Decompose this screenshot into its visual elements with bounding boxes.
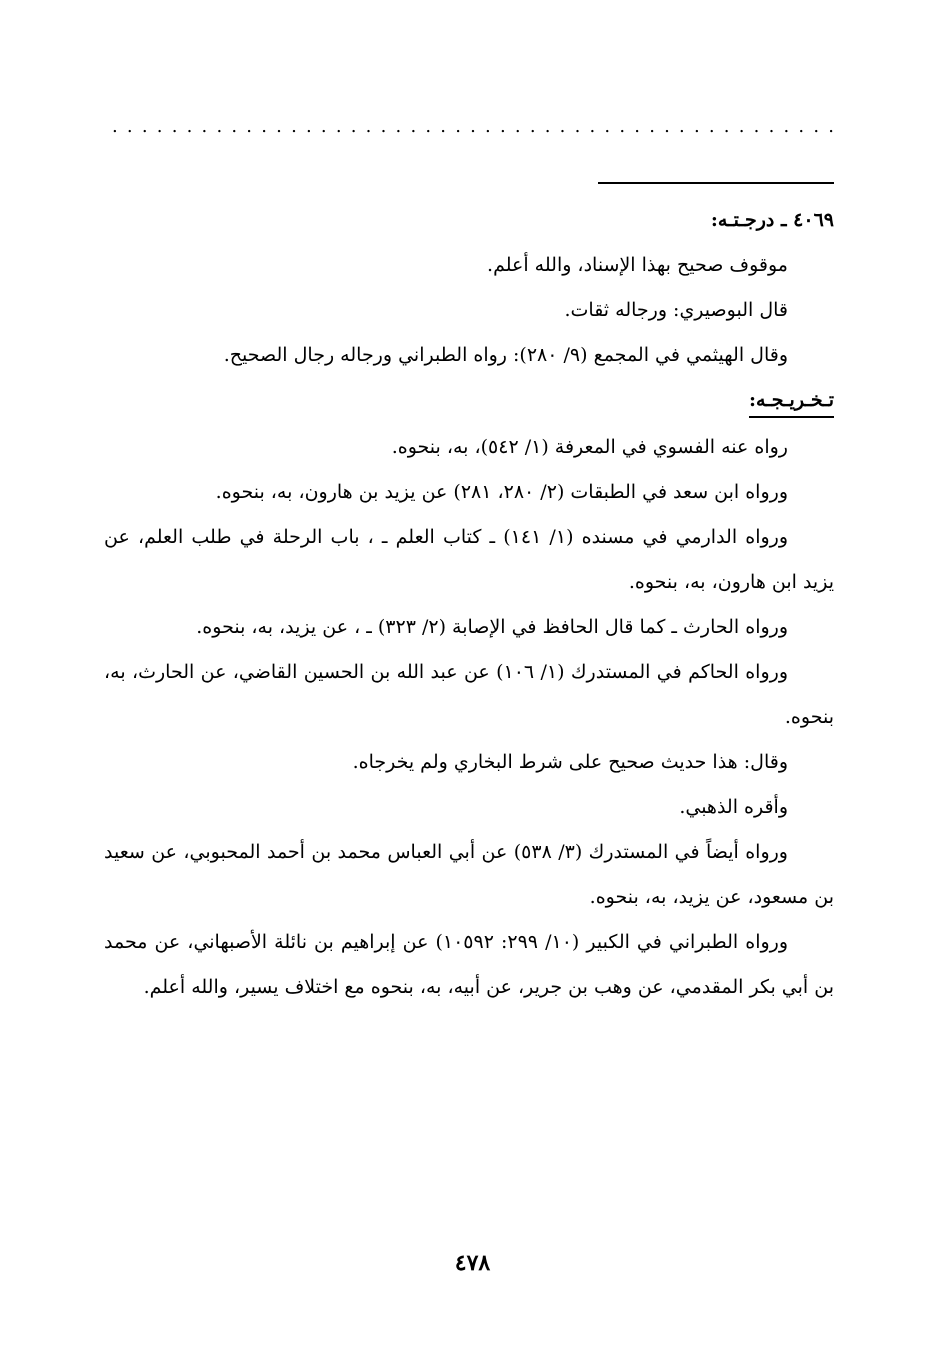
page-number: ٤٧٨ <box>454 1250 491 1276</box>
takhrij-paragraph: ورواه الحاكم في المستدرك (١/ ١٠٦) عن عبد الله بن الحسين القاضي، عن الحارث، به، بنحوه. <box>104 661 834 728</box>
footnote-rule <box>598 182 834 184</box>
entry-number: ٤٠٦٩ <box>793 209 834 231</box>
takhrij-paragraph: ورواه الحارث ـ كما قال الحافظ في الإصابة (٢/ ٣٢٣) ـ ، عن يزيد، به، بنحوه. <box>196 616 788 638</box>
takhrij-heading: تـخـريـجـه: <box>749 384 834 418</box>
page-content <box>104 198 834 1010</box>
grade-heading: درجـتـه: <box>710 209 775 231</box>
takhrij-paragraph: رواه عنه الفسوي في المعرفة (١/ ٥٤٢)، به، بنحوه. <box>391 436 788 458</box>
takhrij-paragraph: وأقره الذهبي. <box>679 796 788 818</box>
heading-dash: ـ <box>780 209 787 231</box>
separator-dots: . . . . . . . . . . . . . . . . . . . . . . . . . . . . . . . . . . . . . . . . . . . . . . . . . <box>112 116 834 137</box>
entry-heading <box>104 198 834 243</box>
grade-line: موقوف صحيح بهذا الإسناد، والله أعلم. <box>487 254 788 276</box>
takhrij-paragraph: ورواه أيضاً في المستدرك (٣/ ٥٣٨) عن أبي العباس محمد بن أحمد المحبوبي، عن سعيد بن مسعود، عن يزيد، به، بنحوه. <box>104 841 834 908</box>
takhrij-paragraph: ورواه الدارمي في مسنده (١/ ١٤١) ـ كتاب العلم ـ ، باب الرحلة في طلب العلم، عن يزيد ابن هارون، به، بنحوه. <box>104 526 834 593</box>
grade-line: قال البوصيري: ورجاله ثقات. <box>564 299 788 321</box>
takhrij-paragraph: ورواه الطبراني في الكبير (١٠/ ٢٩٩: ١٠٥٩٢) عن إبراهيم بن نائلة الأصبهاني، عن محمد بن أبي بكر المقدمي، عن وهب بن جرير، عن أبيه، به، بنحوه مع اختلاف يسير، والله أعلم. <box>104 931 834 998</box>
takhrij-paragraph: وقال: هذا حديث صحيح على شرط البخاري ولم يخرجاه. <box>352 751 788 773</box>
takhrij-paragraph: ورواه ابن سعد في الطبقات (٢/ ٢٨٠، ٢٨١) عن يزيد بن هارون، به، بنحوه. <box>215 481 788 503</box>
grade-line: وقال الهيثمي في المجمع (٩/ ٢٨٠): رواه الطبراني ورجاله رجال الصحيح. <box>223 344 788 366</box>
